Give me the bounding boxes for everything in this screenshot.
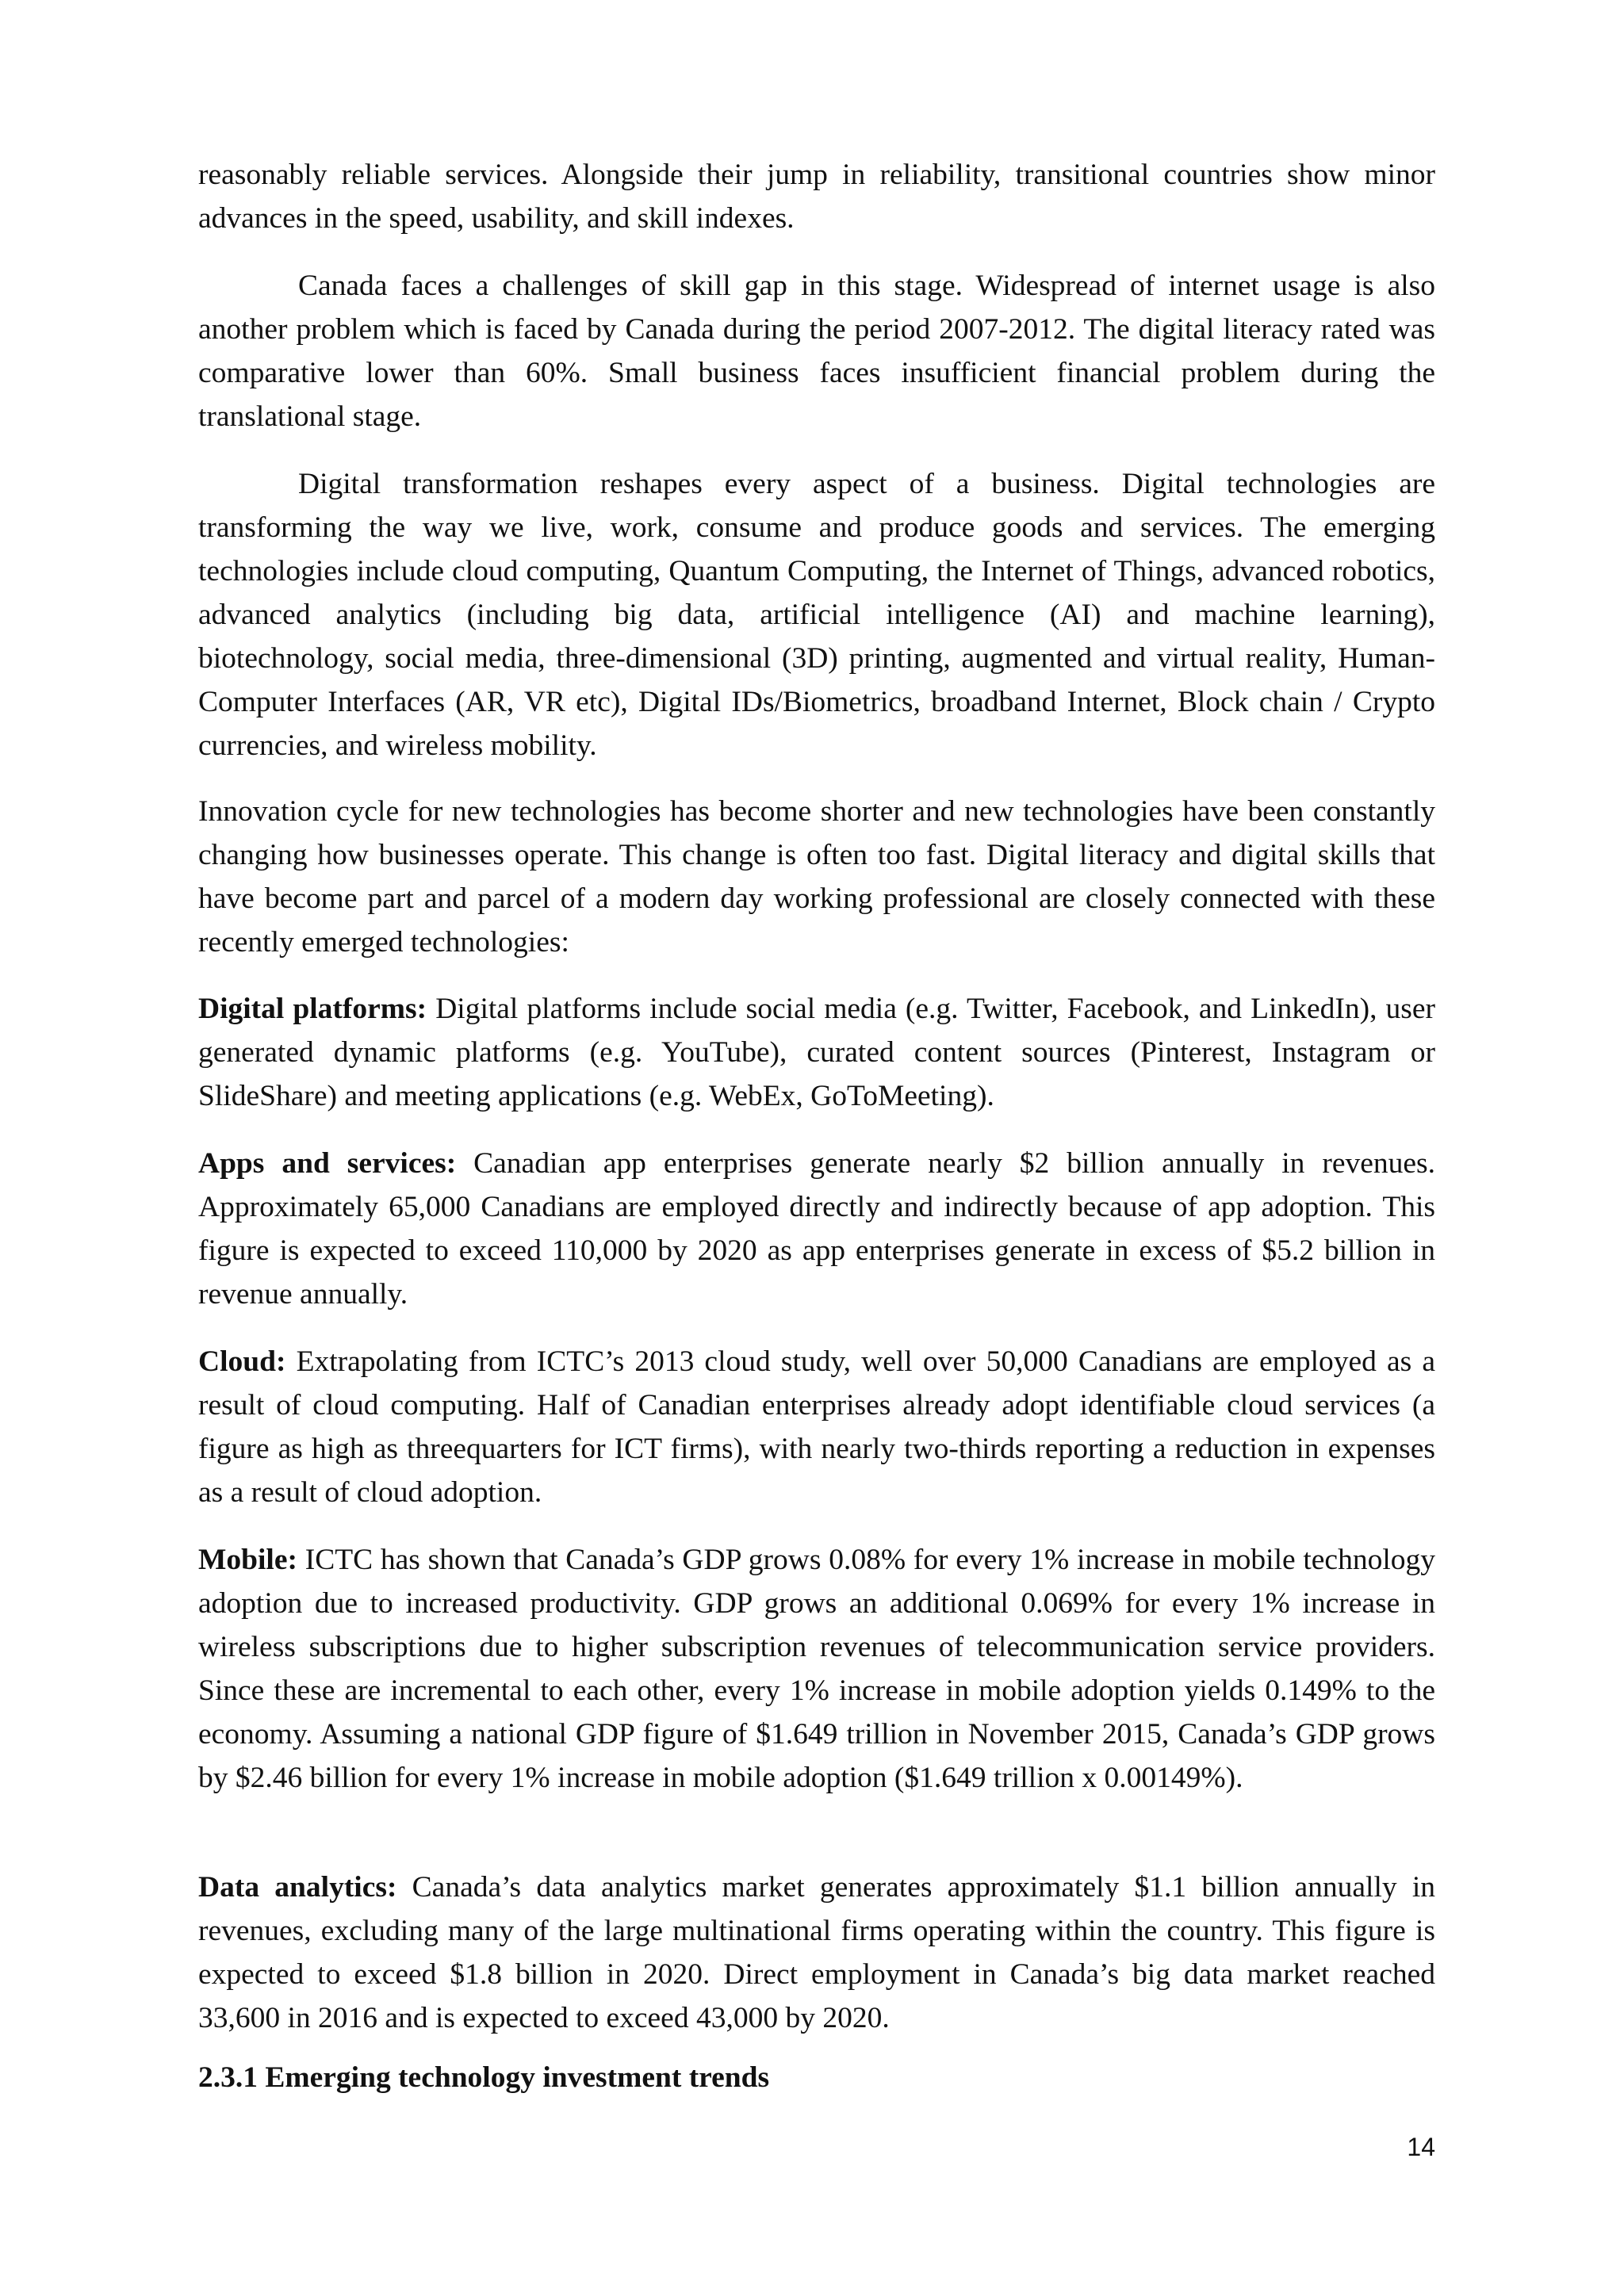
section-label: Data analytics:	[198, 1871, 397, 1904]
section-apps-services	[198, 1142, 1435, 1316]
section-heading: 2.3.1 Emerging technology investment trends	[198, 2061, 770, 2094]
paragraph-reliability: reasonably reliable services. Alongside their jump in reliability, transitional countries show minor advances in the speed, usability, and skill indexes.	[198, 159, 1435, 235]
section-text: ICTC has shown that Canada’s GDP grows 0.08% for every 1% increase in mobile technology adoption due to increased productivity. GDP grows an additional 0.069% for every 1% increase in wireless subscriptions due to higher subscription revenues of telecommunication service providers. Since these are incremental to each other, every 1% increase in mobile adoption yields 0.149% to the economy. Assuming a national GDP figure of $1.649 trillion in November 2015, Canada’s GDP grows by $2.46 billion for every 1% increase in mobile adoption ($1.649 trillion x 0.00149%).	[198, 1544, 1435, 1794]
section-text: Digital platforms include social media (e.g. Twitter, Facebook, and LinkedIn), user generated dynamic platforms (e.g. YouTube), curated content sources (Pinterest, Instagram or SlideShare) and meeting applications (e.g. WebEx, GoToMeeting).	[198, 993, 1436, 1112]
section-mobile	[198, 1538, 1435, 1800]
section-data-analytics	[198, 1866, 1435, 2040]
section-text: Extrapolating from ICTC’s 2013 cloud study, well over 50,000 Canadians are employed as a result of cloud computing. Half of Canadian enterprises already adopt identifiable cloud services (a figure as high as threequarters for ICT firms), with nearly two-thirds reporting a reduction in expenses as a result of cloud adoption.	[198, 1345, 1435, 1509]
section-text: Canada’s data analytics market generates approximately $1.1 billion annually in revenues, excluding many of the large multinational firms operating within the country. This figure is expected to exceed $1.8 billion in 2020. Direct employment in Canada’s big data market reached 33,600 in 2016 and is expected to exceed 43,000 by 2020.	[198, 1871, 1435, 2034]
section-label: Digital platforms:	[198, 993, 427, 1025]
section-cloud	[198, 1340, 1435, 1514]
paragraph-skill-gap: Canada faces a challenges of skill gap in this stage. Widespread of internet usage is also another problem which is faced by Canada during the period 2007-2012. The digital literacy rated was comparative lower than 60%. Small business faces insufficient financial problem during the translational stage.	[198, 270, 1435, 433]
section-text: Canadian app enterprises generate nearly $2 billion annually in revenues. Approximately 65,000 Canadians are employed directly and indirectly because of app adoption. This figure is expected to exceed 110,000 by 2020 as app enterprises generate in excess of $5.2 billion in revenue annually.	[198, 1147, 1435, 1311]
page-number: 14	[1407, 2133, 1435, 2161]
section-label: Cloud:	[198, 1345, 286, 1378]
section-label: Mobile:	[198, 1544, 297, 1576]
paragraph-innovation-cycle: Innovation cycle for new technologies has become shorter and new technologies have been constantly changing how businesses operate. This change is often too fast. Digital literacy and digital skills that have become part and parcel of a modern day working professional are closely connected with these recently emerged technologies:	[198, 795, 1435, 959]
paragraph-digital-transformation: Digital transformation reshapes every aspect of a business. Digital technologies are transforming the way we live, work, consume and produce goods and services. The emerging technologies include cloud computing, Quantum Computing, the Internet of Things, advanced robotics, advanced analytics (including big data, artificial intelligence (AI) and machine learning), biotechnology, social media, three-dimensional (3D) printing, augmented and virtual reality, Human-Computer Interfaces (AR, VR etc), Digital IDs/Biometrics, broadband Internet, Block chain / Crypto currencies, and wireless mobility.	[198, 468, 1435, 762]
section-digital-platforms	[198, 987, 1435, 1118]
section-label: Apps and services:	[198, 1147, 457, 1180]
